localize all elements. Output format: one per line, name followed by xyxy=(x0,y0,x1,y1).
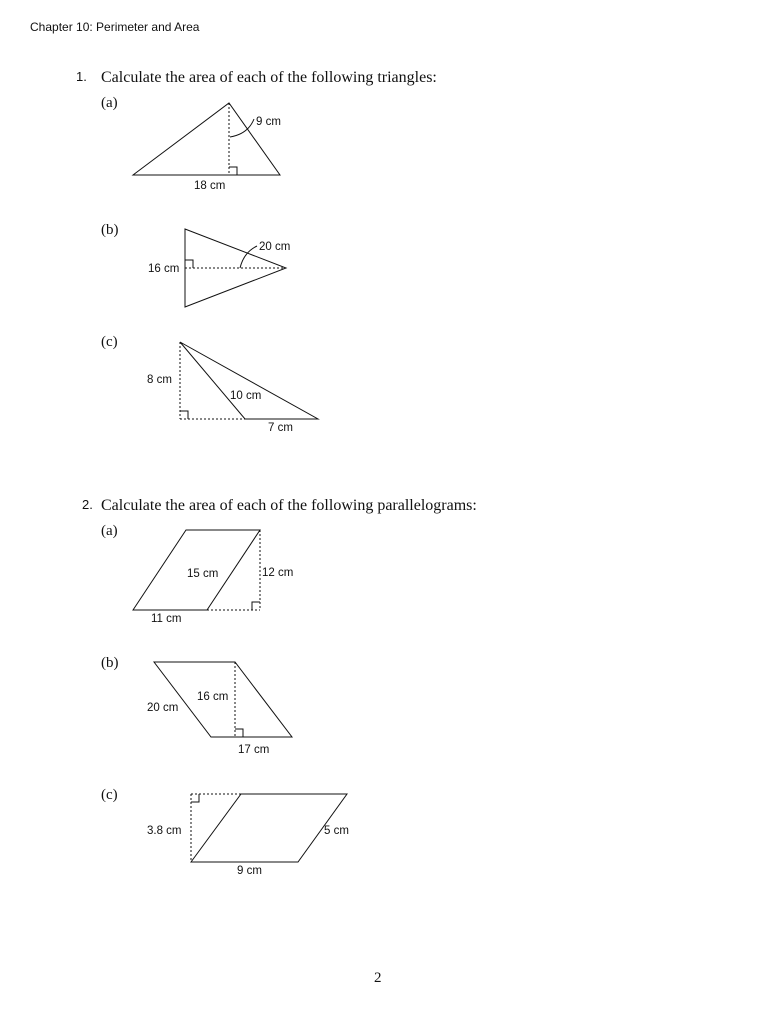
p2b-side-label: 20 cm xyxy=(147,702,179,714)
question-2-text: Calculate the area of each of the following parallelograms: xyxy=(101,497,477,514)
t1a-base-label: 18 cm xyxy=(194,180,226,192)
q1-part-a-label: (a) xyxy=(101,95,118,111)
question-1-text: Calculate the area of each of the following triangles: xyxy=(101,69,437,86)
t1b-base-label: 16 cm xyxy=(148,263,180,275)
chapter-header: Chapter 10: Perimeter and Area xyxy=(30,20,200,34)
p2b-base-label: 17 cm xyxy=(238,744,270,756)
p2a-base-label: 11 cm xyxy=(151,613,182,625)
question-2-number: 2. xyxy=(82,497,93,512)
p2a-side-label: 15 cm xyxy=(187,568,219,580)
t1c-side-label: 10 cm xyxy=(230,390,262,402)
p2c-side-label: 5 cm xyxy=(324,825,349,837)
triangle-c xyxy=(180,342,318,419)
q1-part-c-label: (c) xyxy=(101,334,118,350)
t1c-height-label: 8 cm xyxy=(147,374,172,386)
t1b-height-label: 20 cm xyxy=(259,241,291,253)
p2a-height-label: 12 cm xyxy=(262,567,294,579)
q1-part-b-label: (b) xyxy=(101,222,119,238)
question-1-number: 1. xyxy=(76,69,87,84)
t1a-height-label: 9 cm xyxy=(256,116,281,128)
q2-part-a-label: (a) xyxy=(101,523,118,539)
triangle-a xyxy=(133,103,280,175)
page-number: 2 xyxy=(374,970,382,986)
q2-part-b-label: (b) xyxy=(101,655,119,671)
t1c-base-label: 7 cm xyxy=(268,422,293,434)
p2c-height-label: 3.8 cm xyxy=(147,825,182,837)
p2b-height-label: 16 cm xyxy=(197,691,229,703)
p2c-base-label: 9 cm xyxy=(237,865,262,877)
q2-part-c-label: (c) xyxy=(101,787,118,803)
